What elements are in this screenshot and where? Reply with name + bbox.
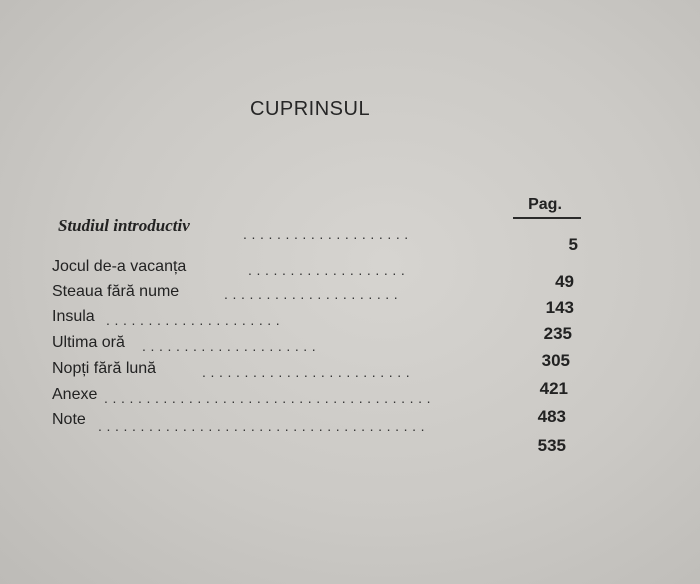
toc-leader-dots: ....................................... bbox=[98, 418, 430, 434]
toc-leader-dots: .................... bbox=[243, 226, 413, 242]
toc-entry-label: Jocul de-a vacanța bbox=[52, 258, 187, 275]
toc-leader-dots: ..................... bbox=[224, 286, 403, 302]
toc-leader-dots: ................... bbox=[248, 262, 410, 278]
toc-page-number: 235 bbox=[543, 324, 572, 343]
toc-page-number: 305 bbox=[541, 351, 570, 370]
toc-entry-label: Nopți fără lună bbox=[52, 360, 157, 377]
toc-entry-label: Anexe bbox=[52, 386, 98, 403]
toc-page-number: 49 bbox=[555, 272, 574, 291]
toc-page-number: 421 bbox=[539, 379, 568, 398]
page-column-underline bbox=[513, 217, 581, 219]
toc-page-number: 5 bbox=[568, 235, 578, 254]
toc-entry-label: Insula bbox=[52, 308, 95, 325]
toc-entry-label: Ultima oră bbox=[52, 334, 125, 351]
page-column-label: Pag. bbox=[528, 196, 562, 213]
page-title: CUPRINSUL bbox=[250, 98, 371, 120]
toc-leader-dots: ....................................... bbox=[104, 390, 436, 406]
page-column-header bbox=[513, 196, 577, 219]
toc-leader-dots: ......................... bbox=[202, 364, 415, 380]
toc-page-number: 535 bbox=[537, 436, 566, 455]
toc-entry-label: Note bbox=[52, 411, 86, 428]
toc-leader-dots: ..................... bbox=[106, 312, 285, 328]
toc-entry-label: Studiul introductiv bbox=[58, 216, 190, 235]
toc-entry-label: Steaua fără nume bbox=[52, 283, 180, 300]
toc-page-number: 483 bbox=[537, 407, 566, 426]
toc-page-number: 143 bbox=[545, 298, 574, 317]
toc-leader-dots: ..................... bbox=[142, 338, 321, 354]
